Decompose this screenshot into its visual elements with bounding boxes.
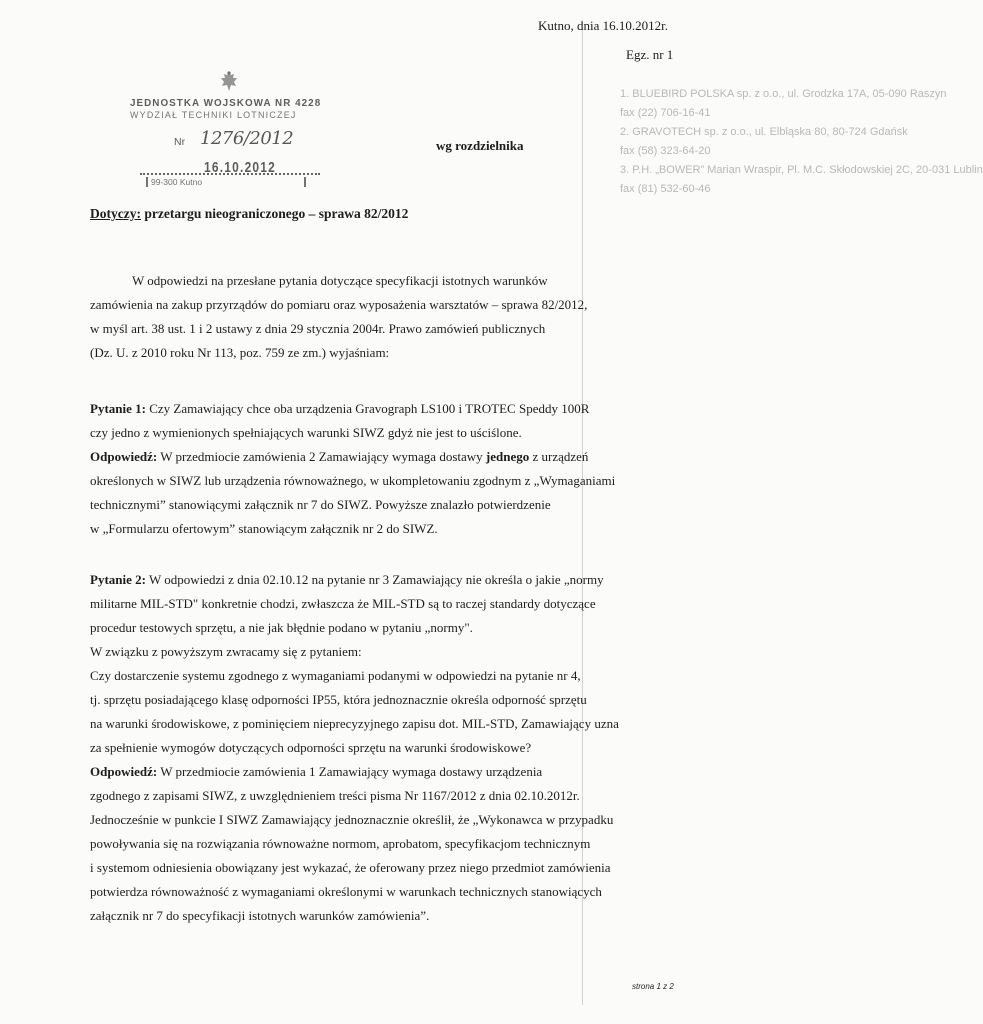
question-label: Pytanie 2: — [90, 572, 146, 587]
answer-text: i systemom odniesienia obowiązany jest wykazać, że oferowany przez niego przedmiot zamówienia — [90, 860, 611, 875]
answer-text: określonych w SIWZ lub urządzenia równoważnego, w ukompletowaniu zgodnym z „Wymaganiami — [90, 473, 616, 488]
answer-text: potwierdza równoważność z wymaganiami określonymi w warunkach technicznych stanowiących — [90, 884, 602, 899]
question-text: W związku z powyższym zwracamy się z pytaniem: — [90, 644, 362, 659]
stamp-date: 16.10.2012 — [204, 159, 277, 176]
question-text: na warunki środowiskowe, z pominięciem nieprecyzyjnego zapisu dot. MIL-STD, Zamawiający uzna — [90, 716, 619, 731]
stamp-bar — [304, 177, 306, 187]
answer-text: w „Formularzu ofertowym” stanowiącym załącznik nr 2 do SIWZ. — [90, 521, 438, 536]
intro-line: w myśl art. 38 ust. 1 i 2 ustawy z dnia 29 stycznia 2004r. Prawo zamówień publicznych — [90, 321, 546, 336]
copy-number: Egz. nr 1 — [626, 47, 674, 62]
answer-text: zgodnego z zapisami SIWZ, z uwzględnieniem treści pisma Nr 1167/2012 z dnia 02.10.2012r. — [90, 788, 580, 803]
stamp-dotted-rule — [140, 173, 320, 175]
stamp-city: 99-300 Kutno — [151, 177, 203, 187]
answer-text: Jednocześnie w punkcie I SIWZ Zamawiający jednoznacznie określił, że „Wykonawca w przypadku — [90, 812, 614, 827]
answer-text: technicznymi” stanowiącymi załącznik nr 7 do SIWZ. Powyższe znalazło potwierdzenie — [90, 497, 551, 512]
question-text: procedur testowych sprzętu, a nie jak błędnie podano w pytaniu „normy". — [90, 620, 473, 635]
registry-stamp — [118, 70, 343, 188]
answer-text: W przedmiocie zamówienia 1 Zamawiający wymaga dostawy urządzenia — [160, 764, 543, 779]
intro-line: zamówienia na zakup przyrządów do pomiaru oraz wyposażenia warsztatów – sprawa 82/2012, — [90, 297, 588, 312]
intro-line: W odpowiedzi na przesłane pytania dotyczące specyfikacji istotnych warunków — [132, 273, 548, 288]
stamp-unit: JEDNOSTKA WOJSKOWA NR 4228 — [130, 97, 322, 109]
ghost-line: 1. BLUEBIRD POLSKA sp. z o.o., ul. Grodzka 17A, 05-090 Raszyn — [620, 88, 947, 100]
ghost-line: fax (22) 706-16-41 — [620, 107, 711, 119]
answer-text: z urządzeń — [532, 449, 589, 464]
ghost-line: fax (58) 323-64-20 — [620, 145, 711, 157]
question-text: za spełnienie wymogów dotyczących odporności sprzętu na warunki środowiskowe? — [90, 740, 532, 755]
answer-label: Odpowiedź: — [90, 449, 158, 464]
question-text: Czy Zamawiający chce oba urządzenia Gravograph LS100 i TROTEC Speddy 100R — [149, 401, 590, 416]
ghost-line: 2. GRAVOTECH sp. z o.o., ul. Elbląska 80, 80-724 Gdańsk — [620, 126, 908, 138]
stamp-nr-value: 1276/2012 — [200, 128, 294, 149]
place-date: Kutno, dnia 16.10.2012r. — [538, 18, 668, 33]
intro-line: (Dz. U. z 2010 roku Nr 113, poz. 759 ze zm.) wyjaśniam: — [90, 345, 390, 360]
eagle-emblem-icon — [218, 70, 240, 94]
intro-paragraph — [90, 269, 587, 365]
question-label: Pytanie 1: — [90, 401, 146, 416]
stamp-nr-label: Nr — [174, 136, 186, 148]
subject-label: Dotyczy: — [90, 206, 141, 221]
ghost-line: 3. P.H. „BOWER” Marian Wraspir, Pl. M.C. Skłodowskiej 2C, 20-031 Lublin — [620, 164, 983, 176]
subject-text: przetargu nieograniczonego – sprawa 82/2012 — [144, 206, 409, 221]
answer-label: Odpowiedź: — [90, 764, 158, 779]
subject-line — [90, 206, 408, 222]
question-1 — [90, 397, 615, 541]
recipient: wg rozdzielnika — [436, 138, 524, 153]
question-text: militarne MIL-STD" konkretnie chodzi, zwłaszcza że MIL-STD są to raczej standardy dotyczące — [90, 596, 596, 611]
answer-text: powoływania się na rozwiązania równoważne normom, aprobatom, specyfikacjom technicznym — [90, 836, 591, 851]
answer-text: W przedmiocie zamówienia 2 Zamawiający wymaga dostawy — [160, 449, 483, 464]
page-number: strona 1 z 2 — [632, 982, 674, 991]
bleed-through-text — [620, 85, 983, 235]
stamp-bar — [146, 177, 148, 187]
question-text: tj. sprzętu posiadającego klasę odporności IP55, która jednoznacznie określa odporność sprzętu — [90, 692, 587, 707]
stamp-department: WYDZIAŁ TECHNIKI LOTNICZEJ — [130, 110, 297, 121]
question-text: czy jedno z wymienionych spełniających warunki SIWZ gdyż nie jest to uściślone. — [90, 425, 522, 440]
question-text: W odpowiedzi z dnia 02.10.12 na pytanie nr 3 Zamawiający nie określa o jakie „normy — [148, 572, 604, 587]
question-text: Czy dostarczenie systemu zgodnego z wymaganiami podanymi w odpowiedzi na pytanie nr 4, — [90, 668, 581, 683]
answer-emphasis: jednego — [485, 449, 530, 464]
ghost-line: fax (81) 532-60-46 — [620, 183, 711, 195]
answer-text: załącznik nr 7 do specyfikacji istotnych warunków zamówienia”. — [90, 908, 430, 923]
question-2 — [90, 568, 619, 928]
